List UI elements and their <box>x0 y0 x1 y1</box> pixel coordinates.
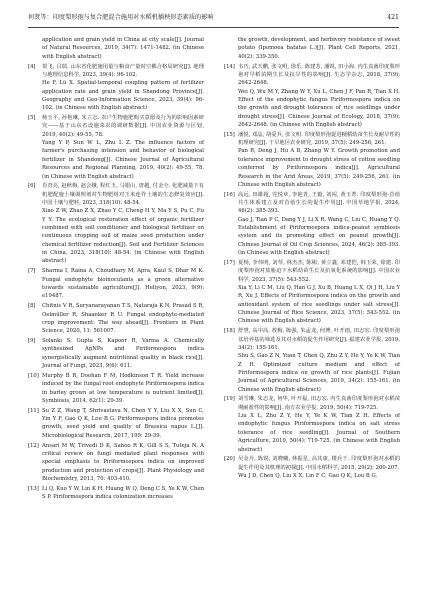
reference-text: 刘雪琳, 朱志龙, 何华, 叶开福, 田志宏. 内生真菌印度梨形孢对水稻苗期耐盐性的影响[J]. 南方农业学报, 2019, 50(4): 719-725. <box>238 396 400 411</box>
reference-text: 舒慧, 高中高, 敖梅, 陈强, 朱孟龙, 何博, 叶开雨, 田志宏. 印度梨形孢盆培养基的筛选及其对水稻的促生作用研究[J]. 福建农业学报, 2019, 34(2): 155-161. <box>238 328 400 351</box>
reference-entry <box>224 259 400 326</box>
reference-text: Wu J D, Chen Q, Liu X X, Lin F C, Gao Q K, Lou B G. <box>238 473 378 480</box>
reference-number: [19] <box>224 396 235 403</box>
reference-entry <box>28 63 204 113</box>
reference-text: Liu X L, Zhu Z Y, He Y, Ye K W, Tian Z H. Effects of endophytic fungus Piriformospora indica on salt stress tolerance of rice seedling[J]. Journal of Southern Agriculture, 2019, 50(4): 719-725. (in Chinese with English abstract) <box>238 413 400 453</box>
reference-column-right <box>224 36 400 482</box>
reference-entry <box>224 455 400 480</box>
reference-text: 夏杨, 李伟明, 刘琴, 林杰杰, 陈彬, 黄立鑫, 邓建恺, 韩玉荣, 徐建. 印度梨形孢对盐胁迫下水稻幼苗生长及抗氧化系统的影响[J]. 中国农业科学, 2023, 37(5): 543-552. <box>238 259 400 283</box>
reference-number: [14] <box>224 63 235 70</box>
reference-number: [4] <box>28 63 36 70</box>
reference-text: 韦巧, 武天鹏, 张文明, 徐乐, 陈建芳, 潘锐, 田小海. 内生真菌印度梨形孢对早稻苗期生长及抗旱性的影响[J]. 生态学杂志, 2018, 37(9): 2642-2648. <box>238 63 400 87</box>
reference-number: [13] <box>28 485 39 492</box>
reference-text: 杨玉平, 孙艳琳, 朱立志. 农户生物施肥购买意愿及行为的影响因素研究——基于山东省设施菜农的调研数据[J]. 中国农业资源与区划, 2019, 40(2): 49-55, 78. <box>42 115 204 138</box>
reference-text: Sharma I, Raina A, Choudhary M, Apra, Kaul S, Dhar M K. Fungal endophyte bioinoculants as a green alternative towards sustainable agriculture[J]. Heliyon, 2023, 9(9): e19487. <box>42 268 204 300</box>
reference-entry <box>28 407 204 440</box>
reference-number: [16] <box>224 191 235 198</box>
reference-entry <box>28 182 204 265</box>
running-header <box>28 11 399 25</box>
reference-entry <box>224 36 400 61</box>
reference-entry <box>28 302 204 335</box>
reference-text: Chitnis V R, Suryanarayanan T S, Nataraja K N, Prasad S R, Oelmüller R, Shaanker R U. Fungal endophyte-mediated crop improvement: The way ahead[J]. Frontiers in Plant Science, 2020, 11: 561007. <box>42 303 204 335</box>
page-number: 421 <box>387 14 399 21</box>
reference-number: [18] <box>224 328 235 335</box>
reference-text: Gao J, Tian P C, Dang Y J, Li X R, Wang C, Liu C, Huang Y Q. Establishment of Piriformospora indica-peanut symbiosis system and its promoting effect on peanut growth[J]. Chinese Journal of Oil Crop Sciences, 2024, 46(2): 385-393. (in Chinese with English abstract) <box>238 216 400 257</box>
reference-entry <box>28 337 204 370</box>
reference-entry <box>28 442 204 484</box>
reference-number: [20] <box>224 456 235 463</box>
reference-number: [11] <box>28 407 39 414</box>
reference-entry <box>28 36 204 61</box>
reference-text: application and grain yield in China at city scale[J]. Journal of Natural Resources, 2019, 34(7): 1471-1482. (in Chinese with English abstract) <box>42 37 204 60</box>
reference-entry <box>224 395 400 453</box>
reference-text: 吴金丹, 陈锐, 刘晓曦, 林振星, 高其康, 楼兵干. 印度梨形孢对水稻的促生作用及其机理的初探[J]. 中国水稻科学, 2015, 29(2): 200-207. <box>238 456 400 471</box>
reference-text: Yang Y P, Sun W L, Zhu L Z. The influence factors of farmer's purchasing intension and behavior of biological fertilizer in Shandong[J]. Chinese Journal of Agricultural Resources and Regional Planning, 2019, 40(2): 49-55, 78. (in Chinese with English abstract) <box>42 140 204 180</box>
reference-text: 贺飞, 吕瑞. 山东省化肥施用量与粮食产量时空耦合格局研究[J]. 地理与地理信息科学, 2023, 39(4): 96-102. <box>42 63 204 78</box>
header-rule <box>28 27 399 28</box>
reference-text: the growth, development, and herbivory resistance of sweet potato (Ipomoea batatas L.)[J]. Plant Cell Reports, 2021, 40(2): 339-350. <box>238 37 400 60</box>
reference-entry <box>28 114 204 181</box>
reference-number: [9] <box>28 338 36 345</box>
reference-number: [8] <box>28 303 36 310</box>
reference-text: 潘悦, 邓晶, 胡爱兵, 张文明. 印度梨形孢促进粳稻幼苗生长及耐旱性的机理研究[J]. 干旱地区农业研究, 2019, 37(5): 249-256, 261. <box>238 131 400 147</box>
reference-text: Li Q, Kuo Y W, Lin K H, Huang W Q, Deng C S, Ye K W, Chen S P. Piriformospora indica colonization increases <box>42 485 204 501</box>
reference-entry <box>224 191 400 258</box>
reference-entry <box>224 131 400 189</box>
reference-entry <box>28 372 204 405</box>
reference-text: Murphy B R, Doohan F M, Hodkinson T R. Yield increase induced by the fungal root endophyte Piriformospora indica in barley grown at low temperature is nutrient limited[J]. Symbiosis, 2014, 62(1): 29-39. <box>42 372 204 404</box>
reference-text: Su Z Z, Wang T, Shrivastava N, Chen Y Y, Liu X X, Sun C, Yin Y F, Gao Q K, Lou B G. Piriformospora indica promotes growth, seed yield and quality of Brassica napus L.[J]. Microbiological Research, 2017, 199: 29-39. <box>42 407 204 439</box>
reference-text: Xia Y, Li C M, Liu Q, Han G J, Xu B, Huang L X, Qi J H, Liu Y R, Xu J. Effects of Piriformospora indica on the growth and antioxidant system of rice seedlings under salt stress[J]. Chinese Journal of Rice Science, 2023, 37(5): 543-552. (in Chinese with English abstract) <box>238 284 400 325</box>
reference-number: [5] <box>28 115 36 122</box>
reference-number: [6] <box>28 183 36 190</box>
reference-number: [12] <box>28 442 39 449</box>
reference-text: Shu S, Gao Z N, Yuan T, Chen Q, Zhu Z Y, He Y, Ye K W, Tian Z H. Optimized culture medium and effect of Piriformospora indica on growth of rice plants[J]. Fujian Journal of Agricultural Sciences, 2019, 34(2): 155-161. (in Chinese with English abstract) <box>238 353 400 393</box>
reference-entry <box>224 327 400 394</box>
reference-text: Ansari M W, Trivedi D K, Sahoo R K, Gill S S, Tuteja N. A critical review on fungi mediated plant responses with special emphasis to Piriformospora indica on improved production and protection of crops[J]. Plant Physiology and Biochemistry, 2013, 70: 403-410. <box>42 442 204 483</box>
reference-text: Xiao Z W, Zhao Z X, Zhao Y C, Cheng H Y, Ma Y S, Pu C, Fu Y Y. The ecological restoration effect of organic fertilizer combined with soil conditioner and biological fertilizer on continuous cropping soil of maize seed production under chemical fertilizer reduction[J]. Soil and Fertilizer Sciences in China, 2023, 318(10): 48-54. (in Chinese with English abstract) <box>42 208 204 265</box>
reference-column-left <box>28 36 204 503</box>
reference-text: Pan R, Deng J, Hu A B, Zhang W Y. Growth promotion and tolerance improvement to drought stress of cotton seedling conferred by Piriformospora indica[J]. Agricultural Research in the Arid Areas, 2019, 37(5): 249-256, 261. (in Chinese with English abstract) <box>238 148 400 188</box>
reference-text: 肖青亮, 赵秋梅, 赵会娥, 程红玉, 马银山, 唐越, 付金全. 化肥减量下有机肥配施土壤调理剂对生物肥组对玉米连作土壤的生态修复效应[J]. 中国土壤与肥料, 2023, 318(10): 48-54. <box>42 183 204 207</box>
reference-number: [7] <box>28 268 36 275</box>
reference-number: [17] <box>224 259 235 266</box>
reference-text: 高远, 田雄超, 党悦章, 李艳青, 王毅, 刘闯, 黄玉菁. 印度梨形孢-苜蓿共生体系建立及对苜蓿生长的促生作用[J]. 中国草地学报, 2024, 46(2): 385-393. <box>238 191 400 215</box>
reference-number: [10] <box>28 372 39 379</box>
reference-text: He F, Lü X. Spatial-temporal coupling pattern of fertilizer application rate and grain yield in Shandong Province[J]. Geography and Geo-Information Science, 2023, 39(4): 96-102. (in Chinese with English abstract) <box>42 80 204 112</box>
reference-text: Wei Q, Wu M Y, Zhang W Y, Xu L, Chen J F, Pan R, Tian X H. Effect of the endophytic fungus Piriformospora indica on the growth and drought tolerance of rice seedlings under drought stress[J]. Chinese Journal of Ecology, 2018, 37(9): 2642-2648. (in Chinese with English abstract) <box>238 88 400 128</box>
reference-entry <box>28 267 204 300</box>
reference-number: [15] <box>224 131 235 138</box>
reference-entry <box>224 63 400 130</box>
reference-text: Solanki S, Gupta S, Kapoor R, Varma A. Chemically synthesized AgNPs and Piriformospora indica synergistically augment nutritional quality in black rice[J]. Journal of Fungi, 2023, 9(6): 611. <box>42 338 204 370</box>
reference-entry <box>28 485 204 502</box>
running-title: 何贤等：印度梨形孢与复合肥混合施用对水稻机插秧形态素质的影响 <box>28 14 214 21</box>
